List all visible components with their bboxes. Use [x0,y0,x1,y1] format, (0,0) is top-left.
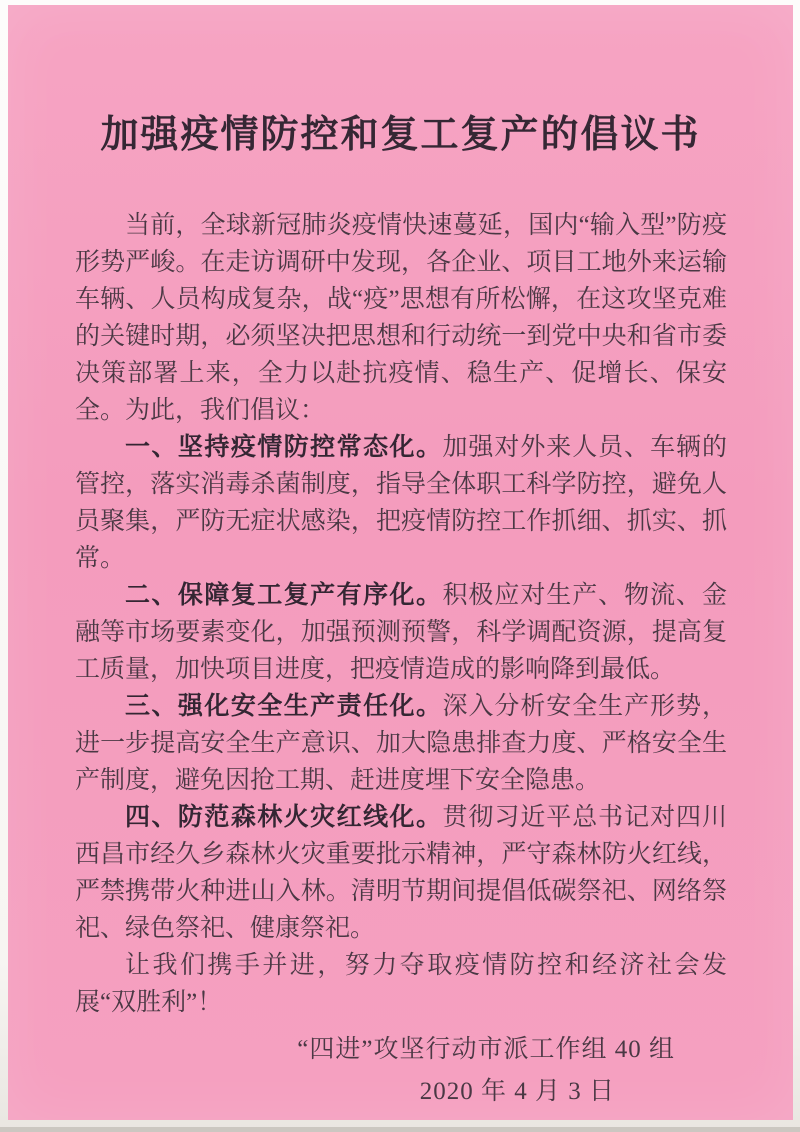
paragraph [75,429,727,577]
paragraph [75,688,727,799]
closing-block [8,1029,793,1113]
paper-sheet [8,5,793,1120]
paragraph [75,577,727,688]
signature-line: “四进”攻坚行动市派工作组 40 组 [297,1035,675,1063]
paragraph-text: 积极应对生产、物流、金融等市场要素变化，加强预测预警，科学调配资源，提高复工质量，加快项目进度，把疫情造成的影响降到最低。 [75,581,727,683]
paragraph-text: 深入分析安全生产形势，进一步提高安全生产意识、加大隐患排查力度、严格安全生产制度，避免因抢工期、赶进度埋下安全隐患。 [75,692,727,794]
paragraph-text: 加强对外来人员、车辆的管控，落实消毒杀菌制度，指导全体职工科学防控，避免人员聚集，严防无症状感染，把疫情防控工作抓细、抓实、抓常。 [75,433,727,572]
paragraph-text: 当前，全球新冠肺炎疫情快速蔓延，国内“输入型”防疫形势严峻。在走访调研中发现，各企业、项目工地外来运输车辆、人员构成复杂，战“疫”思想有所松懈，在这攻坚克难的关键时期，必须坚决把思想和行动统一到党中央和省市委决策部署上来，全力以赴抗疫情、稳生产、促增长、保安全。为此，我们倡议： [75,211,727,424]
document-title: 加强疫情防控和复工复产的倡议书 [100,114,701,156]
paragraph-text: 贯彻习近平总书记对四川西昌市经久乡森林火灾重要批示精神，严守森林防火红线，严禁携带火种进山入林。清明节期间提倡低碳祭祀、网络祭祀、绿色祭祀、健康祭祀。 [75,803,727,942]
paragraph [75,207,727,429]
paragraph [75,947,727,1021]
paragraph-lead: 二、保障复工复产有序化。 [125,580,443,609]
document-body [8,207,793,1021]
paragraph-text: 让我们携手并进，努力夺取疫情防控和经济社会发展“双胜利”！ [75,951,727,1016]
paragraph-lead: 三、强化安全生产责任化。 [125,691,443,720]
date-line: 2020 年 4 月 3 日 [419,1077,615,1105]
paragraph-lead: 四、防范森林火灾红线化。 [125,802,443,831]
paragraph-lead: 一、坚持疫情防控常态化。 [125,432,443,461]
paragraph [75,799,727,947]
